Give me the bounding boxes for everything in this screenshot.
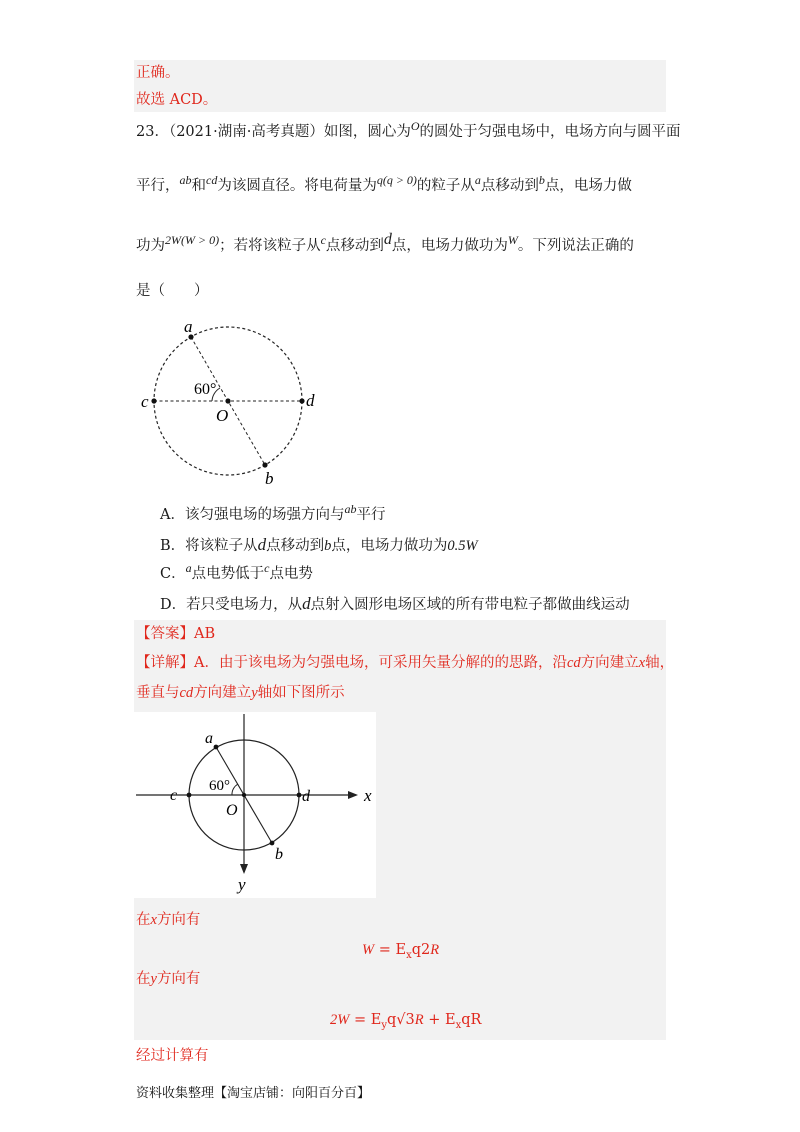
fig2-point-a (214, 745, 219, 750)
fig2-point-d (297, 793, 302, 798)
y-direction-line: 在y方向有 (136, 971, 201, 987)
question-number: 23． (136, 124, 169, 140)
fig2-label-O: O (226, 802, 238, 819)
fig2-point-O (242, 793, 246, 797)
question-line-4: 是（ ） (136, 283, 209, 299)
option-c[interactable]: C．$^a$点电势低于$^c$点电势 (160, 561, 313, 582)
fig2-label-a: a (205, 730, 213, 747)
calc-line: 经过计算有 (136, 1048, 209, 1064)
fig2-axis-y-label: y (238, 875, 246, 894)
fig2-label-b: b (275, 846, 283, 863)
question-line-1: 23．（2021·湖南·高考真题）如图，圆心为$^O$的圆处于匀强电场中，电场方向与圆平面 (136, 119, 681, 140)
answer-value: AB (194, 626, 216, 642)
answer-line (136, 624, 215, 644)
prev-answer-line2: 故选 ACD。 (136, 92, 218, 108)
fig1-point-O (225, 398, 230, 403)
fig2-label-d: d (302, 788, 310, 805)
question-source: （2021·湖南·高考真题） (168, 124, 324, 140)
figure-1-circle-diagram (138, 318, 338, 493)
fig1-label-a: a (184, 318, 193, 336)
question-line-2: 平行，$^{ab}$和$^{cd}$为该圆直径。将电荷量为$^{q(q > 0)}$的粒子从$^a$点移动到$^b$点，电场力做 (136, 173, 632, 194)
option-a[interactable]: A．该匀强电场的场强方向与$^{ab}$平行 (160, 502, 386, 523)
fig2-point-c (187, 793, 192, 798)
question-line-3: 功为$^{2W(W > 0)}$；若将该粒子从$^c$点移动到d点，电场力做功为$^W$。下列说法正确的 (136, 231, 634, 254)
detail-line-1: 【详解】A．由于该电场为匀强电场，可采用矢量分解的的思路，沿cd方向建立x轴， (136, 655, 675, 671)
answer-label: 【答案】 (136, 626, 194, 642)
fig2-y-arrow (240, 864, 248, 874)
fig2-angle-arc (232, 784, 238, 795)
option-d[interactable]: D．若只受电场力，从d点射入圆形电场区域的所有带电粒子都做曲线运动 (160, 594, 630, 613)
equation-2: $2W = E_yq√3R + E_xqR$ (330, 1012, 482, 1031)
fig2-x-arrow (348, 791, 358, 799)
option-b[interactable]: B．将该粒子从d点移动到b点，电场力做功为0.5W (160, 535, 478, 554)
equation-1: $W = E_xq2R$ (362, 942, 440, 961)
fig2-label-c: c (170, 787, 178, 804)
fig2-angle-label: 60° (209, 778, 230, 794)
fig1-label-O: O (216, 406, 229, 425)
fig1-angle-label: 60° (194, 381, 217, 398)
fig1-label-c: c (141, 392, 149, 411)
fig2-axis-x-label: x (364, 786, 372, 805)
detail-line-2: 垂直与cd方向建立y轴如下图所示 (136, 685, 345, 701)
prev-answer-line1: 正确。 (136, 65, 180, 81)
fig1-point-b (262, 462, 267, 467)
fig1-point-c (151, 398, 156, 403)
footer-text: 资料收集整理【淘宝店铺：向阳百分百】 (136, 1086, 371, 1101)
fig1-label-b: b (265, 469, 274, 488)
fig1-point-d (299, 398, 304, 403)
figure-2-axes-diagram (134, 712, 376, 898)
x-direction-line: 在x方向有 (136, 912, 201, 928)
fig2-point-b (270, 841, 275, 846)
fig1-label-d: d (306, 391, 315, 410)
